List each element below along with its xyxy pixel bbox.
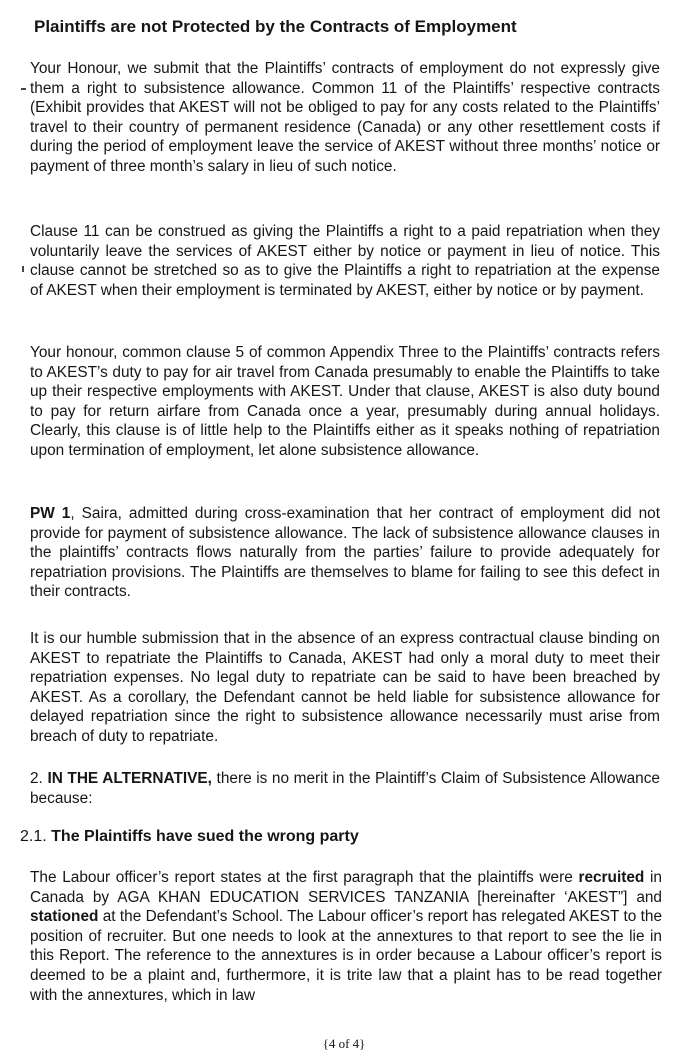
section-heading: Plaintiffs are not Protected by the Contracts of Employment bbox=[34, 17, 517, 36]
paragraph-text: The Labour officer’s report states at the first paragraph that the plaintiffs were bbox=[30, 869, 579, 886]
paragraph-text: there is no merit in the Plaintiff’s Claim of Subsistence Allowance because: bbox=[30, 770, 660, 807]
paragraph-text: , Saira, admitted during cross-examination that her contract of employment did not provide for payment of subsistence allowance. The lack of subsistence allowance clauses in the plaintiffs’ contracts flows naturally from the parties’ failure to provide adequately for repatriation provisions. The Plaintiffs are themselves to blame for failing to see this defect in their contracts. bbox=[30, 505, 660, 601]
paragraph-pw1-testimony bbox=[30, 504, 660, 602]
alternative-label: IN THE ALTERNATIVE, bbox=[47, 770, 212, 787]
emphasis-recruited: recruited bbox=[578, 869, 645, 886]
subsection-number: 2.1. bbox=[20, 828, 52, 845]
paragraph-clause-11: Clause 11 can be construed as giving the Plaintiffs a right to a paid repatriation when they voluntarily leave the services of AKEST either by notice or payment in lieu of notice. This clause cannot be stretched so as to give the Plaintiffs a right to repatriation at the expense of AKEST when their employment is terminated by AKEST, either by notice or by payment. bbox=[30, 223, 660, 299]
paragraph-humble-submission: It is our humble submission that in the absence of an express contractual clause binding on AKEST to repatriate the Plaintiffs to Canada, AKEST had only a moral duty to meet their repatriation expenses. No legal duty to repatriate can be said to have been breached by AKEST. As a corollary, the Defendant cannot be held liable for subsistence allowance for delayed repatriation since the right to subsistence allowance necessarily must arise from breach of duty to repatriate. bbox=[30, 630, 660, 745]
witness-label: PW 1 bbox=[30, 505, 71, 522]
paragraph-text: at the Defendant’s School. The Labour officer’s report has relegated AKEST to the position of recruiter. But one needs to look at the annextures to that report to see the lie in this Report. The reference to the annextures is in order because a Labour officer’s report is deemed to be a plaint and, furthermore, it is trite law that a plaint has to be read together with the annextures, which in law bbox=[30, 908, 662, 1004]
paragraph-labour-officer-report bbox=[30, 868, 662, 1005]
scan-mark bbox=[21, 88, 26, 90]
subsection-title: The Plaintiffs have sued the wrong party bbox=[51, 828, 359, 845]
paragraph-text: in Canada by AGA KHAN EDUCATION SERVICES TANZANIA [hereinafter ‘AKEST”] and bbox=[30, 869, 662, 906]
emphasis-stationed: stationed bbox=[30, 908, 99, 926]
paragraph-alternative bbox=[30, 769, 660, 808]
section-number: 2. bbox=[30, 770, 48, 787]
paragraph-contracts-no-allowance: Your Honour, we submit that the Plaintiffs’ contracts of employment do not expressly give them a right to subsistence allowance. Common 11 of the Plaintiffs’ respective contracts (Exhibit provides that AKEST will not be obliged to pay for any costs related to the Plaintiffs’ travel to their country of permanent residence (Canada) or any other resettlement costs if during the period of employment leave the service of AKEST without three months’ notice or payment of three month’s salary in lieu of such notice. bbox=[30, 60, 660, 175]
scan-mark bbox=[22, 266, 24, 272]
subsection-heading bbox=[20, 826, 359, 848]
page-number: {4 of 4} bbox=[322, 1036, 366, 1051]
paragraph-clause-5: Your honour, common clause 5 of common Appendix Three to the Plaintiffs’ contracts refers to AKEST’s duty to pay for air travel from Canada presumably to enable the Plaintiffs to take up their respective employments with AKEST. Under that clause, AKEST is also duty bound to pay for return airfare from Canada once a year, presumably during annual holidays. Clearly, this clause is of little help to the Plaintiffs either as it speaks nothing of repatriation upon termination of employment, let alone subsistence allowance. bbox=[30, 344, 660, 459]
